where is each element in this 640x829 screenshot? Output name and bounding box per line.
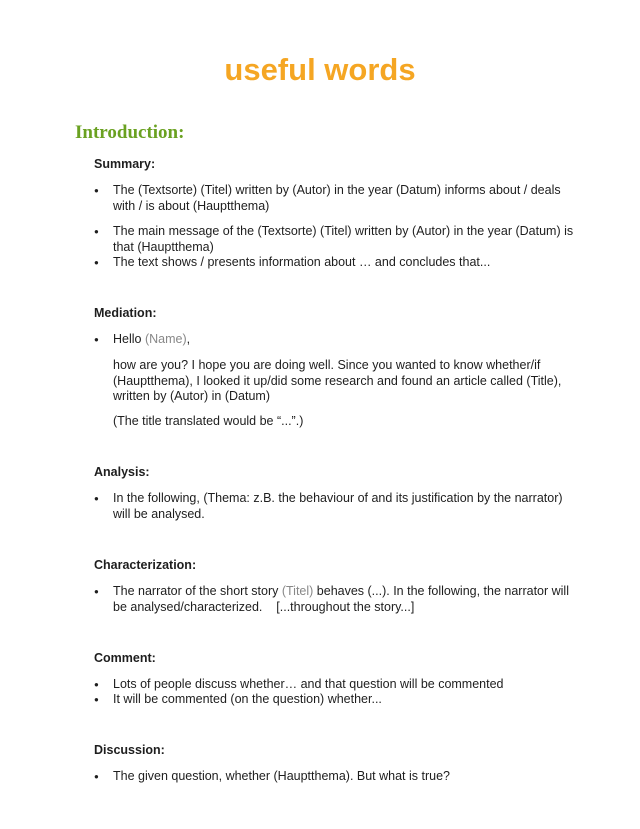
introduction-heading: Introduction: [75, 122, 185, 143]
summary-item: ● The (Textsorte) (Titel) written by (Autor) in the year (Datum) informs about / deals with / is about (Hauptthema) [113, 183, 583, 214]
mediation-translation-note: (The title translated would be “...”.) [113, 414, 304, 428]
discussion-item: ● The given question, whether (Hauptthema). But what is true? [113, 769, 583, 785]
summary-item: ● The main message of the (Textsorte) (Titel) written by (Autor) in the year (Datum) is that (Hauptthema) [113, 224, 583, 255]
titel-placeholder: (Titel) [281, 584, 314, 598]
char-post-text: behaves (...). In the following, the narrator will be analysed/characterized. [...throughout the story...] [113, 584, 573, 614]
greeting-comma: , [186, 332, 191, 346]
analysis-item: ● In the following, (Thema: z.B. the behaviour of and its justification by the narrator) will be analysed. [113, 491, 583, 522]
comment-heading: Comment: [94, 651, 156, 665]
mediation-heading: Mediation: [94, 306, 157, 320]
summary-heading: Summary: [94, 157, 156, 171]
name-placeholder: (Name) [144, 332, 187, 346]
characterization-item [113, 584, 583, 615]
char-pre-text: The narrator of the short story [113, 584, 282, 598]
comment-item: ● It will be commented (on the question) whether... [113, 692, 583, 708]
discussion-heading: Discussion: [94, 743, 165, 757]
characterization-heading: Characterization: [94, 558, 197, 572]
summary-item: ● The text shows / presents information about … and concludes that... [113, 255, 583, 271]
analysis-heading: Analysis: [94, 465, 150, 479]
page-title: useful words [224, 52, 416, 87]
hello-text: Hello [113, 332, 145, 346]
comment-item: ● Lots of people discuss whether… and that question will be commented [113, 677, 583, 693]
mediation-paragraph: how are you? I hope you are doing well. Since you wanted to know whether/if (Hauptthema), I looked it up/did some research and found an article called (Title), written by (Autor) in (Datum) [113, 358, 562, 403]
mediation-greeting [113, 332, 583, 348]
